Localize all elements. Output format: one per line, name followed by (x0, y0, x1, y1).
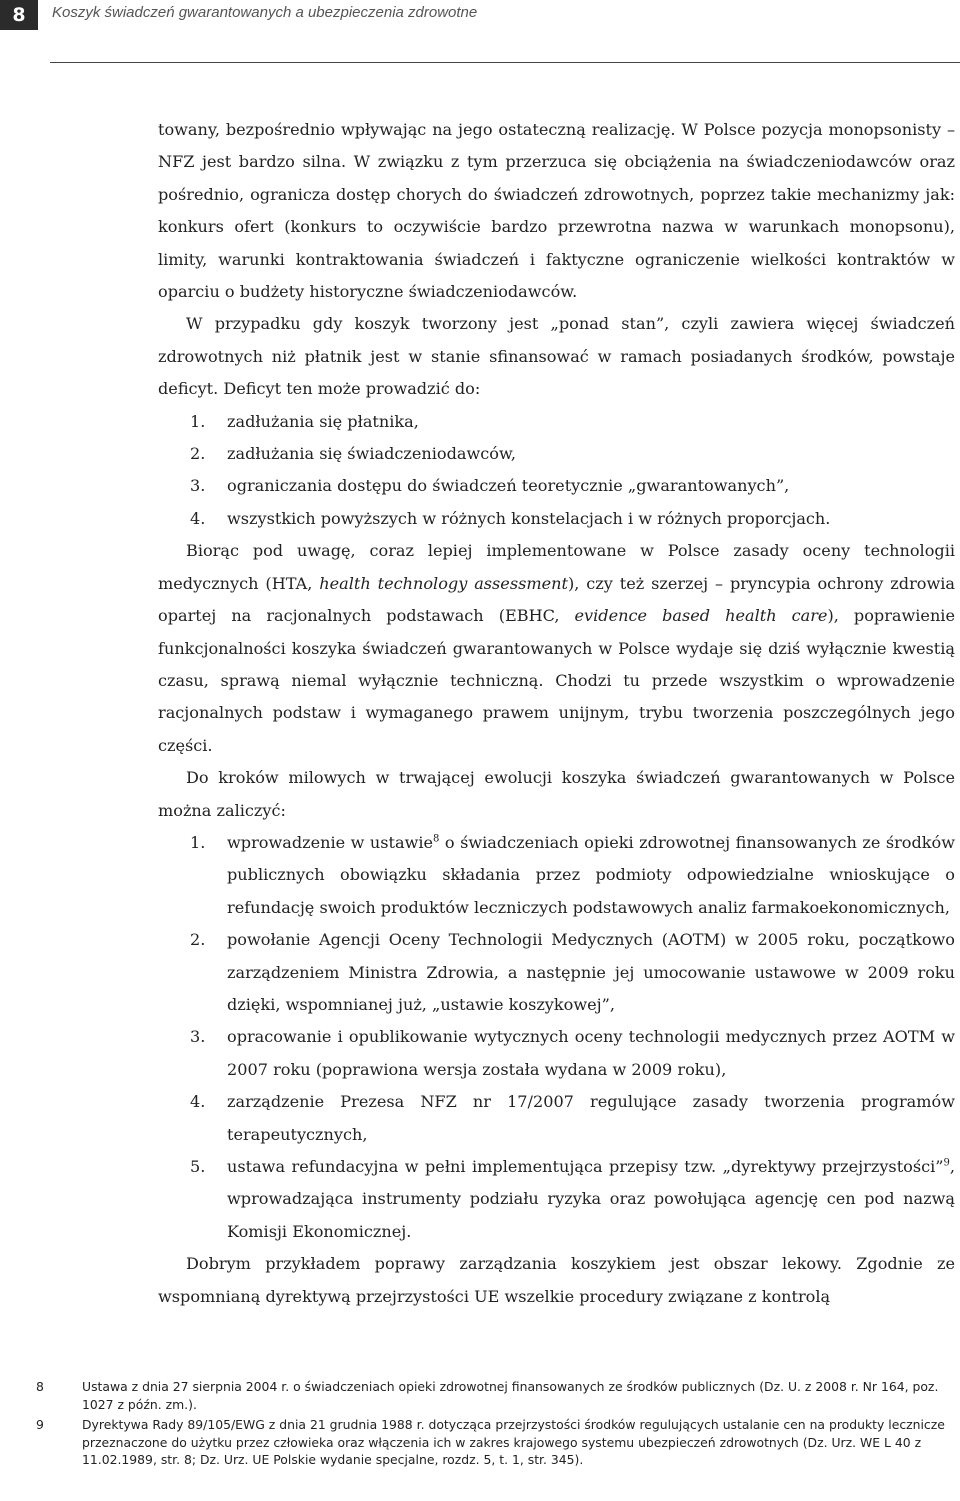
milestones-list (158, 827, 955, 1248)
paragraph-5: Dobrym przykładem poprawy zarządzania koszykiem jest obszar lekowy. Zgodnie ze wspomnianą dyrektywą przejrzystości UE wszelkie procedury związane z kontrolą (158, 1254, 955, 1306)
list-item (158, 1021, 955, 1086)
list-item-text: zadłużania się świadczeniodawców, (227, 444, 516, 464)
list-item (158, 924, 955, 1021)
footnotes (36, 1378, 956, 1472)
list-number: 3. (190, 476, 206, 496)
list-item-text: powołanie Agencji Oceny Technologii Medycznych (AOTM) w 2005 roku, początkowo zarządzeniem Ministra Zdrowia, a następnie jej umocowanie ustawowe w 2009 roku dzięki, wspomnianej już, „ustawie koszykowej”, (227, 930, 955, 1014)
list-number: 2. (190, 444, 206, 464)
running-title: Koszyk świadczeń gwarantowanych a ubezpieczenia zdrowotne (52, 4, 478, 21)
list-number: 5. (190, 1157, 206, 1176)
list-item-text: zarządzenie Prezesa NFZ nr 17/2007 regulujące zasady tworzenia programów terapeutycznych, (227, 1092, 955, 1144)
page-header (0, 0, 960, 64)
text-run: ), poprawienie funkcjonalności koszyka świadczeń gwarantowanych w Polsce wydaje się dziś wyłącznie kwestią czasu, sprawą niemal wyłącznie techniczną. Chodzi tu przede wszystkim o wprowadzenie racjonalnych podstaw i wymaganego prawem unijnym, trybu tworzenia poszczególnych jego części. (158, 606, 955, 755)
text-run: ), czy też szerzej – pryncypia ochrony zdrowia opartej na racjonalnych podstawach (EBHC, (158, 573, 955, 626)
paragraph-1: towany, bezpośrednio wpływając na jego ostateczną realizację. W Polsce pozycja monopsonisty – NFZ jest bardzo silna. W związku z tym przerzuca się obciążenia na świadczeniodawców oraz pośrednio, ogranicza dostęp chorych do świadczeń zdrowotnych, poprzez takie mechanizmy jak: konkurs ofert (konkurs to oczywiście bardzo przewrotna nazwa w warunkach monopsonu), limity, warunki kontraktowania świadczeń i faktyczne ograniczenie wielkości kontraktów w oparciu o budżety historyczne świadczeniodawców. (158, 120, 955, 302)
list-number: 2. (190, 930, 206, 950)
footnote-ref[interactable]: 9 (943, 1157, 950, 1169)
list-number: 1. (190, 832, 206, 852)
list-item-text: o świadczeniach opieki zdrowotnej finansowanych ze środków publicznych obowiązku składania przez podmioty odpowiedzialne wnioskujące o refundację swoich produktów leczniczych podstawowych analiz farmakoekonomicznych, (227, 832, 955, 917)
footnote-text: Ustawa z dnia 27 sierpnia 2004 r. o świadczeniach opieki zdrowotnej finansowanych ze środków publicznych (Dz. U. z 2008 r. Nr 164, poz. 1027 z późn. zm.). (82, 1379, 939, 1412)
paragraph-3 (158, 535, 955, 762)
footnote-text: Dyrektywa Rady 89/105/EWG z dnia 21 grudnia 1988 r. dotycząca przejrzystości środków regulujących ustalanie cen na produkty lecznicze przeznaczone do użytku przez człowieka oraz włączenia ich w zakres krajowego systemu ubezpieczeń zdrowotnych (Dz. Urz. WE L 40 z 11.02.1989, str. 8; Dz. Urz. UE Polskie wydanie specjalne, rozdz. 5, t. 1, str. 345). (82, 1417, 945, 1468)
header-rule (50, 62, 960, 63)
list-item (158, 1086, 955, 1151)
footnote (36, 1416, 956, 1469)
page-number: 8 (0, 0, 38, 30)
list-item-text: ustawa refundacyjna w pełni implementująca przepisy tzw. „dyrektywy przejrzystości” (227, 1157, 944, 1176)
list-item-text: ograniczania dostępu do świadczeń teoretycznie „gwarantowanych”, (227, 476, 790, 496)
list-number: 4. (190, 508, 206, 528)
list-item (158, 470, 955, 502)
list-item (158, 827, 955, 924)
footnote (36, 1378, 956, 1413)
italic-term: health technology assessment (319, 573, 568, 593)
list-number: 3. (190, 1027, 206, 1047)
list-item-text: wprowadzenie w ustawie (227, 832, 434, 852)
italic-term: evidence based health care (574, 606, 828, 626)
list-item (158, 406, 955, 438)
list-number: 4. (190, 1092, 206, 1112)
list-item (158, 438, 955, 470)
list-item (158, 1151, 955, 1248)
text-run: Biorąc pod uwagę, coraz lepiej implementowane w Polsce zasady oceny technologii medycznych (HTA, (158, 541, 955, 593)
list-item-text: , wprowadzająca instrumenty podziału ryzyka oraz powołująca agencję cen pod nazwą Komisji Ekonomicznej. (227, 1157, 955, 1241)
paragraph-4: Do kroków milowych w trwającej ewolucji koszyka świadczeń gwarantowanych w Polsce można zaliczyć: (158, 768, 955, 820)
footnote-ref[interactable]: 8 (433, 833, 440, 845)
footnote-number: 8 (36, 1379, 44, 1394)
list-item-text: opracowanie i opublikowanie wytycznych oceny technologii medycznych przez AOTM w 2007 roku (poprawiona wersja została wydana w 2009 roku), (227, 1027, 955, 1079)
body-text (158, 114, 955, 1313)
list-number: 1. (190, 411, 206, 431)
list-item (158, 503, 955, 535)
deficit-list (158, 406, 955, 536)
paragraph-2: W przypadku gdy koszyk tworzony jest „ponad stan”, czyli zawiera więcej świadczeń zdrowotnych niż płatnik jest w stanie sfinansować w ramach posiadanych środków, powstaje deficyt. Deficyt ten może prowadzić do: (158, 314, 955, 399)
footnote-number: 9 (36, 1417, 44, 1433)
list-item-text: wszystkich powyższych w różnych konstelacjach i w różnych proporcjach. (227, 508, 831, 528)
list-item-text: zadłużania się płatnika, (227, 411, 419, 431)
